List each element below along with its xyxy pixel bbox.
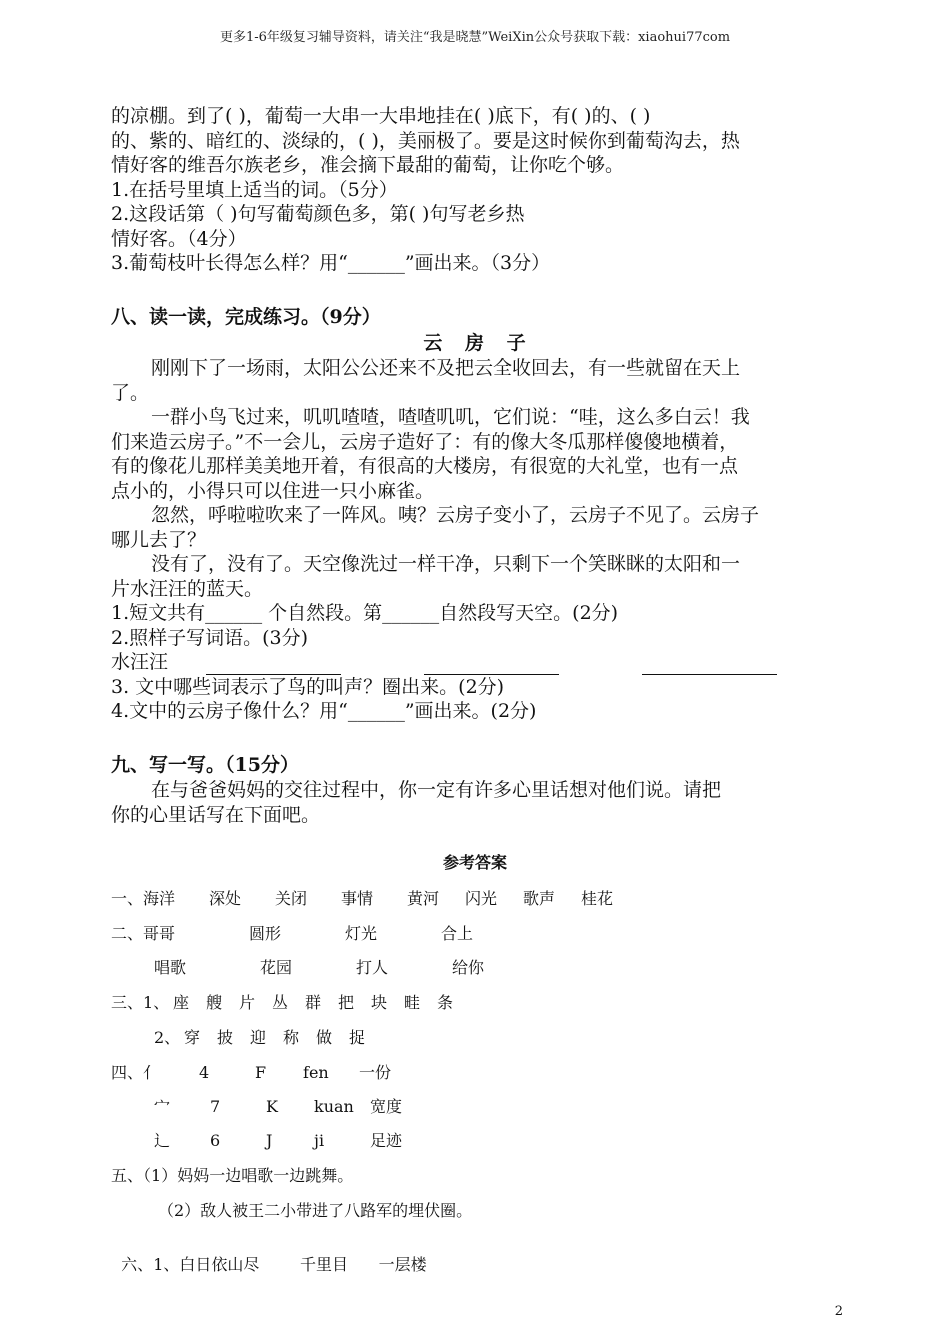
question-line: 1.在括号里填上适当的词。（5分） (111, 178, 398, 201)
answer-word: 宀 (154, 1097, 171, 1116)
answer-word: 片 (239, 993, 256, 1012)
text-line: 的凉棚。到了( )，葡萄一大串一大串地挂在( )底下，有( )的、( ) (111, 105, 651, 127)
answer-label: 六、 (121, 1255, 154, 1274)
answer-word: 打人 (356, 958, 389, 977)
answer-word: 闪光 (465, 889, 498, 908)
answer-row-four-c (154, 1128, 402, 1151)
answer-word: 做 (316, 1028, 333, 1047)
answer-word: 足迹 (370, 1131, 403, 1150)
prompt-line: 在与爸爸妈妈的交往过程中，你一定有许多心里话想对他们说。请把 (151, 779, 722, 801)
answer-word: F (255, 1063, 267, 1082)
prompt-line: 你的心里话写在下面吧。 (111, 803, 321, 826)
passage-line: 们来造云房子。”不一会儿，云房子造好了：有的像大冬瓜那样傻傻地横着， (111, 430, 739, 453)
example-word: 水汪汪 (111, 651, 169, 673)
answer-word: 捉 (349, 1028, 366, 1047)
answer-word: 7 (210, 1097, 221, 1116)
answer-word: 唱歌 (154, 958, 187, 977)
answer-label: 一、 (111, 889, 144, 908)
passage-line: 刚刚下了一场雨，太阳公公还来不及把云全收回去，有一些就留在天上 (151, 357, 741, 379)
answer-word: 把 (338, 993, 355, 1012)
question-line: 2.照样子写词语。(3分) (111, 626, 309, 649)
answer-word: kuan (314, 1097, 354, 1116)
text-line: 情好客的维吾尔族老乡，准会摘下最甜的葡萄，让你吃个够。 (111, 154, 625, 176)
answer-word: fen (303, 1063, 329, 1082)
question-line: 4.文中的云房子像什么？用“______”画出来。(2分) (111, 700, 537, 722)
answer-word: 披 (217, 1028, 234, 1047)
example-row (111, 650, 846, 675)
answer-word: 宽度 (370, 1097, 403, 1116)
question-line: 3.葡萄枝叶长得怎么样？用“______”画出来。（3分） (111, 252, 551, 274)
answer-row-four-b (154, 1094, 402, 1117)
text-line: 的、紫的、暗红的、淡绿的，( )，美丽极了。要是这时候你到葡萄沟去，热 (111, 129, 740, 152)
answer-blank[interactable] (642, 656, 777, 675)
answer-word: 灯光 (345, 924, 378, 943)
answer-sub-label: 2、 (154, 1028, 181, 1047)
answer-word: 穿 (184, 1028, 201, 1047)
section-nine (111, 752, 846, 827)
answer-label: 二、 (111, 924, 144, 943)
question-line: 3. 文中哪些词表示了鸟的叫声？圈出来。(2分) (111, 675, 505, 698)
answer-word: J (266, 1131, 273, 1150)
answer-word: 亻 (143, 1063, 160, 1082)
answer-row-six (111, 1233, 427, 1275)
question-line: 情好客。（4分） (111, 227, 247, 250)
passage-line: 有的像花儿那样美美地开着，有很高的大楼房，有很宽的大礼堂，也有一点 (111, 455, 739, 477)
answer-word: 海洋 (143, 889, 176, 908)
passage-line: 了。 (111, 381, 150, 404)
answer-row-five (111, 1163, 353, 1186)
answer-row-one (111, 886, 613, 909)
answer-word: 桂花 (581, 889, 614, 908)
answer-word: 艘 (206, 993, 223, 1012)
answer-blank[interactable] (424, 656, 559, 675)
answer-row-two (111, 921, 473, 944)
answer-label: 四、 (111, 1063, 144, 1082)
section-heading: 九、写一写。（15分） (111, 754, 299, 776)
answer-word: 4 (199, 1063, 210, 1082)
answer-word: 座 (173, 993, 190, 1012)
passage-line: 哪儿去了？ (111, 528, 207, 551)
answer-word: 事情 (341, 889, 374, 908)
passage-line: 一群小鸟飞过来，叽叽喳喳，喳喳叽叽，它们说：“哇，这么多白云！我 (151, 406, 750, 428)
question-line: 2.这段话第（ )句写葡萄颜色多，第( )句写老乡热 (111, 203, 525, 225)
answer-word: 块 (371, 993, 388, 1012)
answer-word: 歌声 (523, 889, 556, 908)
section-eight (111, 304, 846, 724)
answer-word: 一份 (359, 1063, 392, 1082)
answer-sentence: 1、白日依山尽 千里目 一层楼 (153, 1255, 427, 1274)
answer-word: 群 (305, 993, 322, 1012)
section-heading: 八、读一读，完成练习。（9分） (111, 306, 381, 328)
answer-word: 畦 (404, 993, 421, 1012)
answer-word: 合上 (441, 924, 474, 943)
passage-line: 忽然，呼啦啦吹来了一阵风。咦？云房子变小了，云房子不见了。云房子 (151, 504, 760, 526)
answer-sub-label: 1、 (143, 993, 170, 1012)
answer-blank[interactable] (206, 656, 341, 675)
question-line: 1.短文共有______ 个自然段。第______自然段写天空。(2分) (111, 602, 619, 624)
answer-word: 黄河 (407, 889, 440, 908)
answer-word: 辶 (154, 1131, 171, 1150)
answer-word: 丛 (272, 993, 289, 1012)
answer-word: 给你 (452, 958, 485, 977)
answer-word: K (266, 1097, 278, 1116)
passage-line: 没有了，没有了。天空像洗过一样干净，只剩下一个笑眯眯的太阳和一 (151, 553, 741, 575)
answer-row-five-b (158, 1198, 472, 1221)
answers-title: 参考答案 (442, 853, 507, 872)
passage-line: 点小的，小得只可以住进一只小麻雀。 (111, 479, 435, 502)
page-header: 更多1-6年级复习辅导资料，请关注“我是晓慧”WeiXin公众号获取下载：xiaohui77com (219, 30, 731, 45)
section-seven (111, 104, 846, 276)
answer-sentence: （1）妈妈一边唱歌一边跳舞。 (143, 1166, 354, 1185)
answer-row-two-b (154, 955, 484, 978)
answer-word: ji (314, 1131, 325, 1150)
answer-word: 关闭 (275, 889, 308, 908)
answer-sentence: （2）敌人被王二小带进了八路军的埋伏圈。 (158, 1201, 473, 1220)
answer-label: 三、 (111, 993, 144, 1012)
answer-word: 条 (437, 993, 454, 1012)
answer-word: 深处 (209, 889, 242, 908)
answer-label: 五、 (111, 1166, 144, 1185)
answer-word: 花园 (260, 958, 293, 977)
answer-row-three (111, 990, 453, 1013)
passage-line: 片水汪汪的蓝天。 (111, 577, 264, 600)
answer-row-three-b (154, 1025, 365, 1048)
answer-word: 圆形 (249, 924, 282, 943)
passage-title: 云 房 子 (423, 332, 534, 354)
answer-word: 哥哥 (143, 924, 176, 943)
answer-word: 6 (210, 1131, 221, 1150)
answer-word: 称 (283, 1028, 300, 1047)
page-number: 2 (834, 1304, 843, 1319)
answer-row-four (111, 1060, 391, 1083)
answer-word: 迎 (250, 1028, 267, 1047)
